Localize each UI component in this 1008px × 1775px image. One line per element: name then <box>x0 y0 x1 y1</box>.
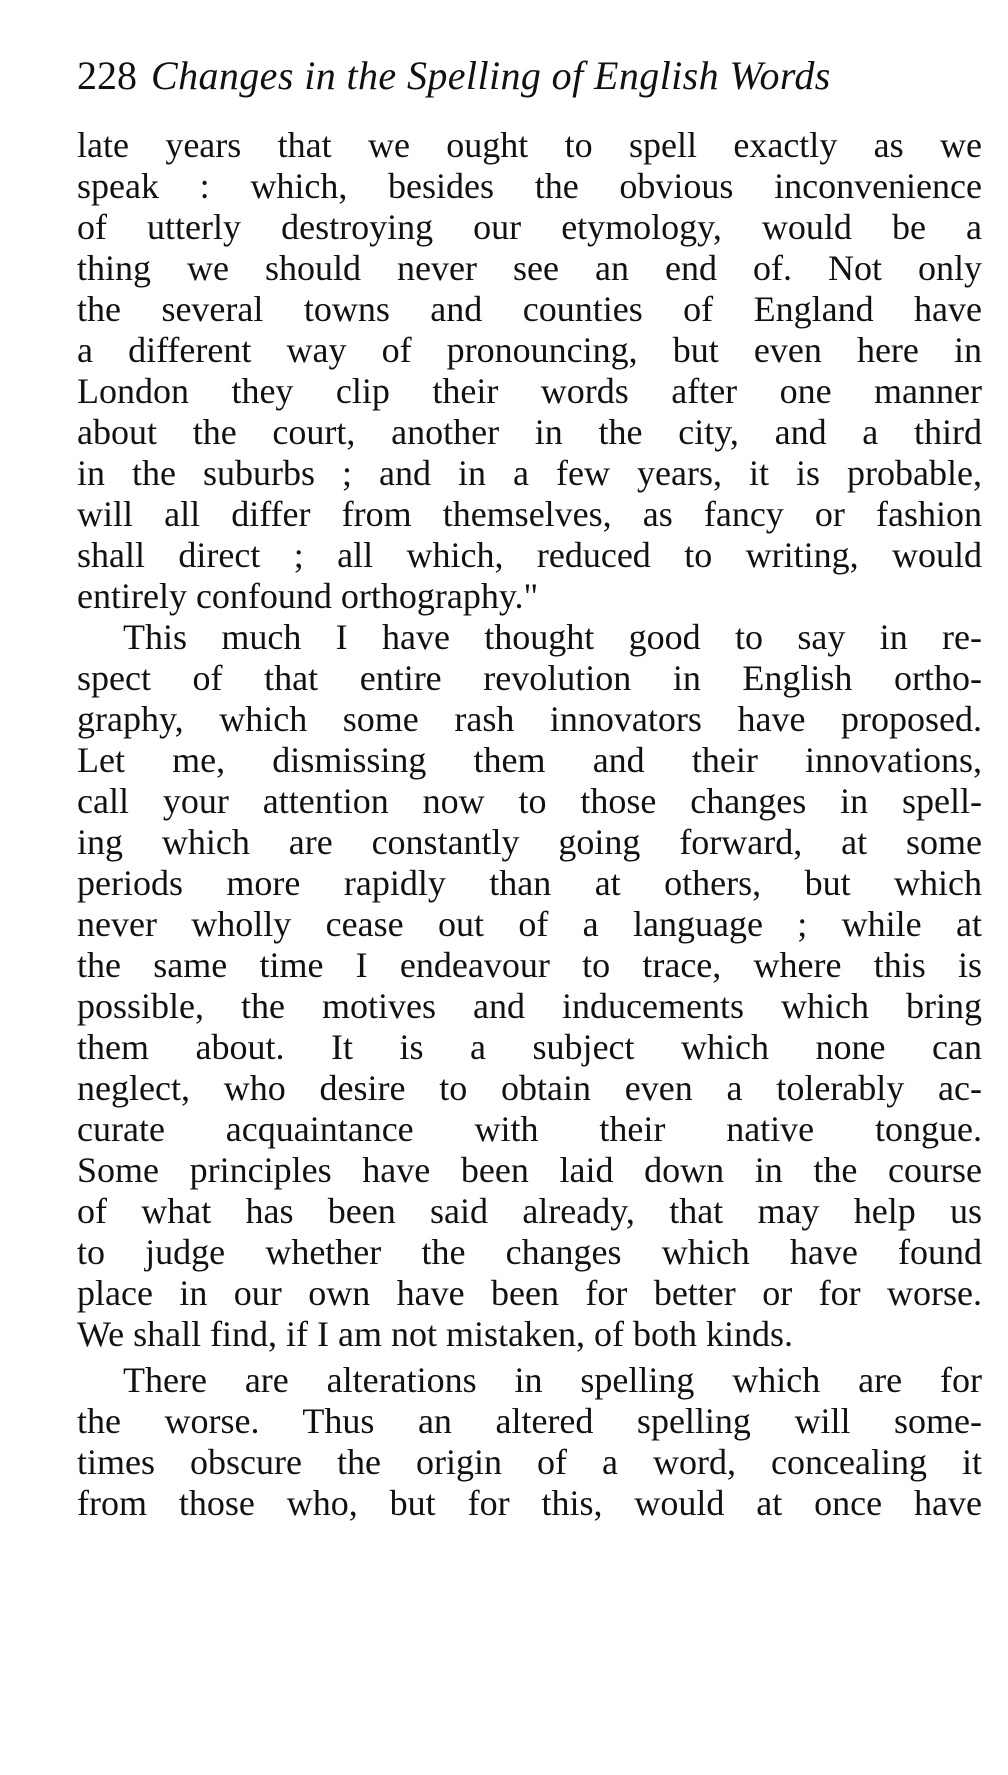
text-line: thing we should never see an end of. Not only <box>77 248 982 288</box>
text-line: speak : which, besides the obvious inconvenience <box>77 166 982 206</box>
text-line: the several towns and counties of England have <box>77 289 982 329</box>
text-line: from those who, but for this, would at once have <box>77 1483 982 1523</box>
text-line: We shall find, if I am not mistaken, of both kinds. <box>77 1314 793 1354</box>
text-line: ing which are constantly going forward, at some <box>77 822 982 862</box>
text-line: This much I have thought good to say in re- <box>123 617 982 657</box>
text-line: possible, the motives and inducements which bring <box>77 986 982 1026</box>
text-line: will all differ from themselves, as fancy or fashion <box>77 494 982 534</box>
text-line: call your attention now to those changes in spell- <box>77 781 982 821</box>
text-line: a different way of pronouncing, but even here in <box>77 330 982 370</box>
text-line: There are alterations in spelling which are for <box>123 1360 982 1400</box>
text-line: late years that we ought to spell exactly as we <box>77 125 982 165</box>
text-line: about the court, another in the city, and a third <box>77 412 982 452</box>
text-line: never wholly cease out of a language ; while at <box>77 904 982 944</box>
running-head <box>77 46 977 106</box>
text-line: Some principles have been laid down in the course <box>77 1150 982 1190</box>
text-line: to judge whether the changes which have found <box>77 1232 982 1272</box>
page-number: 228 <box>77 53 137 98</box>
text-line: times obscure the origin of a word, concealing it <box>77 1442 982 1482</box>
text-line: London they clip their words after one manner <box>77 371 982 411</box>
text-line: spect of that entire revolution in English ortho- <box>77 658 982 698</box>
text-line: the same time I endeavour to trace, where this is <box>77 945 982 985</box>
text-line: place in our own have been for better or for worse. <box>77 1273 982 1313</box>
text-line: neglect, who desire to obtain even a tolerably ac- <box>77 1068 982 1108</box>
text-line: curate acquaintance with their native tongue. <box>77 1109 982 1149</box>
text-line: the worse. Thus an altered spelling will some- <box>77 1401 982 1441</box>
text-line: graphy, which some rash innovators have proposed. <box>77 699 982 739</box>
text-line: of what has been said already, that may help us <box>77 1191 982 1231</box>
text-line: in the suburbs ; and in a few years, it is probable, <box>77 453 982 493</box>
text-line: periods more rapidly than at others, but which <box>77 863 982 903</box>
running-head-title: Changes in the Spelling of English Words <box>151 53 831 98</box>
text-line: Let me, dismissing them and their innovations, <box>77 740 982 780</box>
text-line: entirely confound orthography." <box>77 576 539 616</box>
text-line: them about. It is a subject which none can <box>77 1027 982 1067</box>
text-line: of utterly destroying our etymology, would be a <box>77 207 982 247</box>
text-line: shall direct ; all which, reduced to writing, would <box>77 535 982 575</box>
